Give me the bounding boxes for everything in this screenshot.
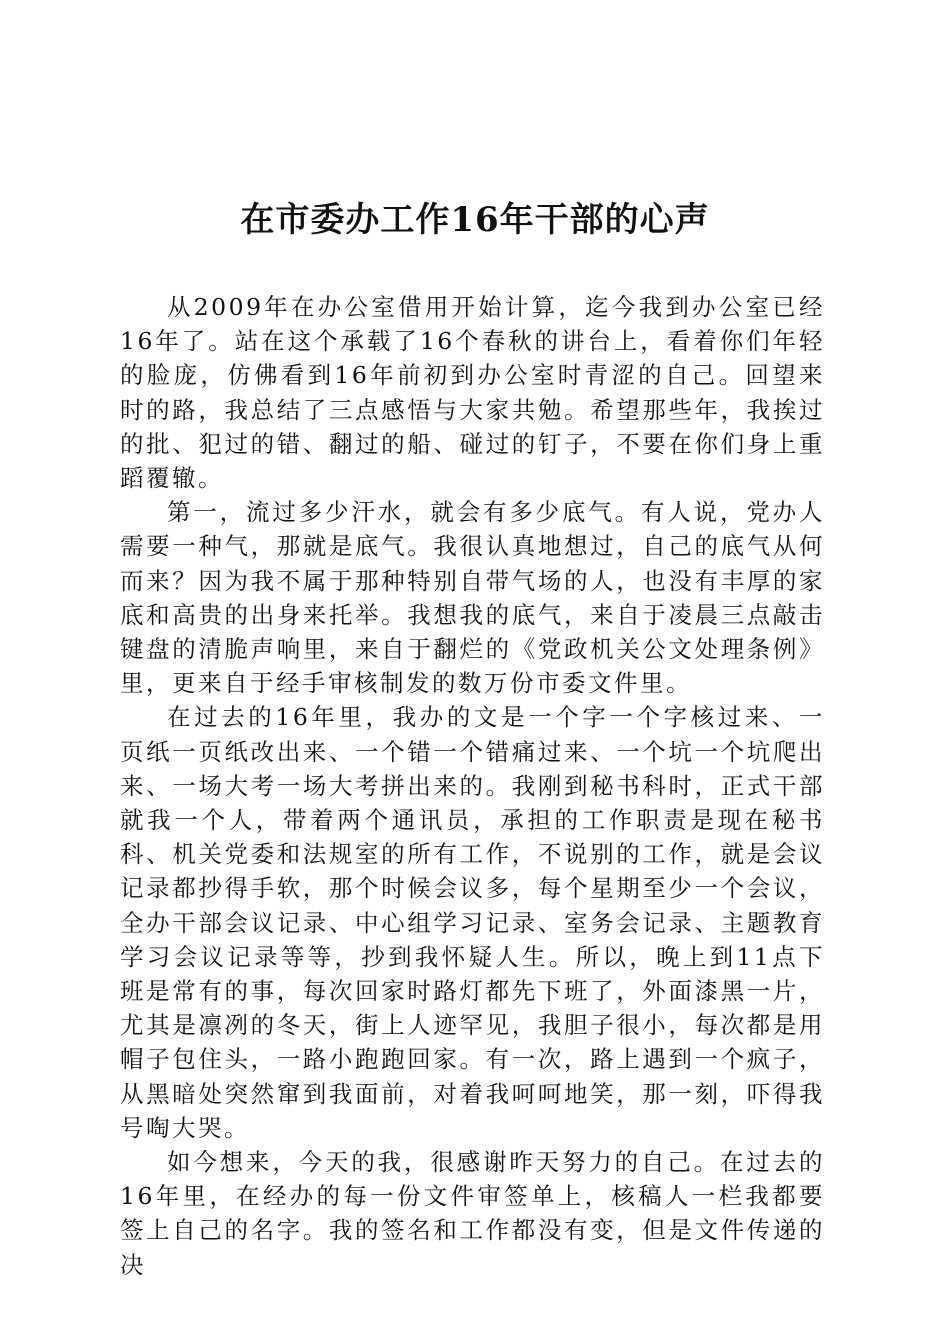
paragraph: 在过去的16年里，我办的文是一个字一个字核过来、一页纸一页纸改出来、一个错一个错痛过来、一个坑一个坑爬出来、一场大考一场大考拼出来的。我刚到秘书科时，正式干部就我一个人，带着两个通讯员，承担的工作职责是现在秘书科、机关党委和法规室的所有工作，不说别的工作，就是会议记录都抄得手软，那个时候会议多，每个星期至少一个会议，全办干部会议记录、中心组学习记录、室务会记录、主题教育学习会议记录等等，抄到我怀疑人生。所以，晚上到11点下班是常有的事，每次回家时路灯都先下班了，外面漆黑一片，尤其是凛冽的冬天，街上人迹罕见，我胆子很小，每次都是用帽子包住头，一路小跑跑回家。有一次，路上遇到一个疯子，从黑暗处突然窜到我面前，对着我呵呵地笑，那一刻，吓得我号啕大哭。	[120, 703, 825, 1142]
document-body	[120, 290, 825, 1282]
paragraph: 如今想来，今天的我，很感谢昨天努力的自己。在过去的16年里，在经办的每一份文件审签单上，核稿人一栏我都要签上自己的名字。我的签名和工作都没有变，但是文件传递的决	[120, 1148, 825, 1279]
paragraph: 从2009年在办公室借用开始计算，迄今我到办公室已经16年了。站在这个承载了16个春秋的讲台上，看着你们年轻的脸庞，仿佛看到16年前初到办公室时青涩的自己。回望来时的路，我总结了三点感悟与大家共勉。希望那些年，我挨过的批、犯过的错、翻过的船、碰过的钉子，不要在你们身上重蹈覆辙。	[120, 293, 825, 493]
paragraph: 第一，流过多少汗水，就会有多少底气。有人说，党办人需要一种气，那就是底气。我很认真地想过，自己的底气从何而来？因为我不属于那种特别自带气场的人，也没有丰厚的家底和高贵的出身来托举。我想我的底气，来自于凌晨三点敲击键盘的清脆声响里，来自于翻烂的《党政机关公文处理条例》里，更来自于经手审核制发的数万份市委文件里。	[120, 498, 825, 698]
document-title: 在市委办工作16年干部的心声	[240, 200, 710, 240]
